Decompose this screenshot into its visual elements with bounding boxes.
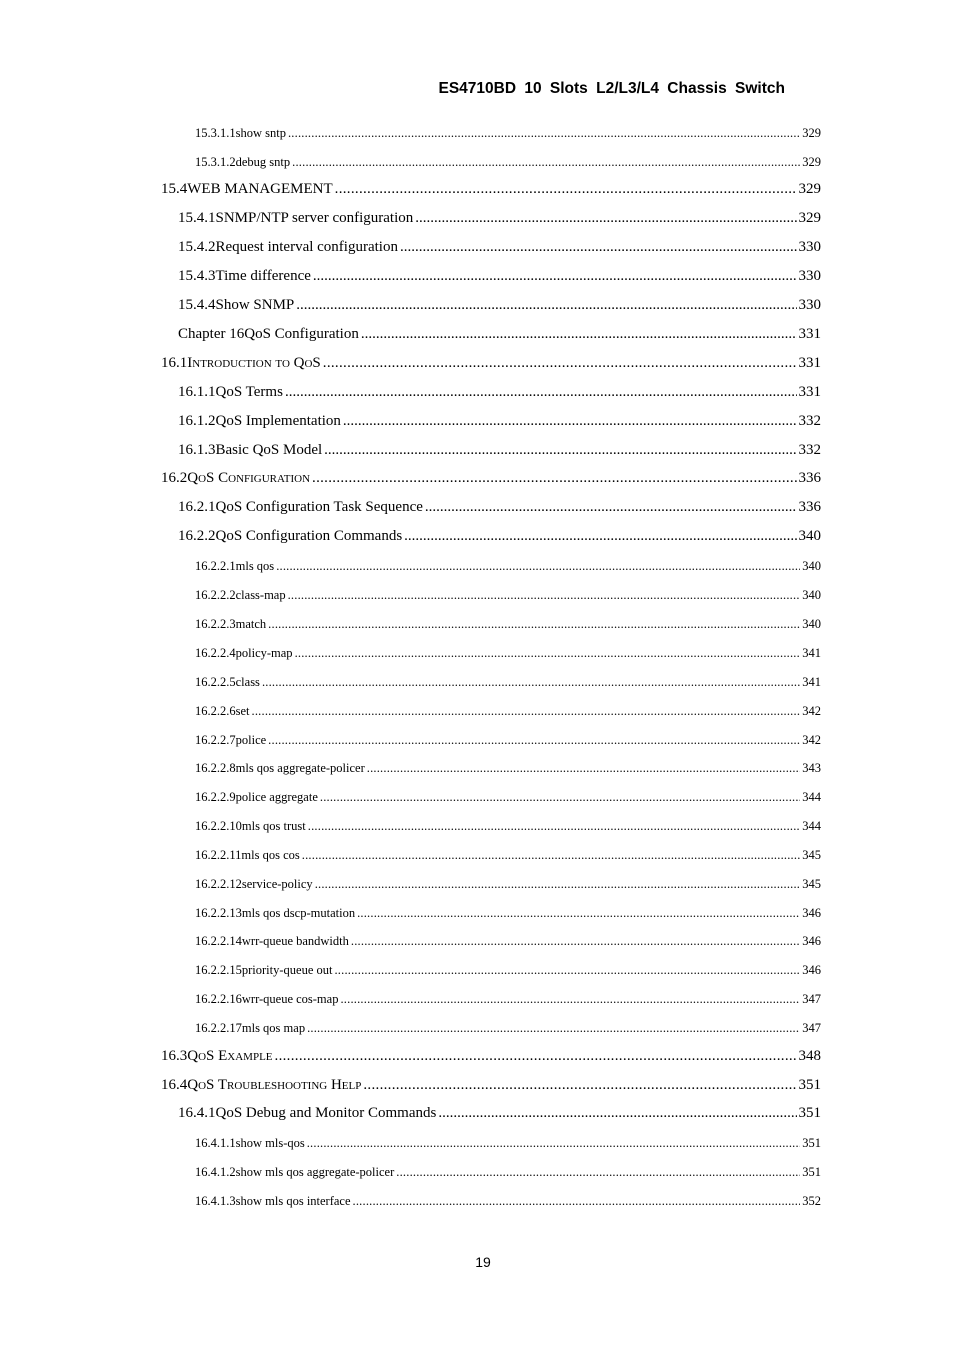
- toc-entry[interactable]: [178, 326, 821, 343]
- toc-entry[interactable]: [195, 704, 821, 719]
- toc-entry-page: 341: [802, 646, 821, 660]
- toc-entry-title: police: [235, 733, 267, 747]
- toc-entry-title: QoS Example: [187, 1048, 273, 1064]
- toc-entry-title: Show SNMP: [215, 297, 295, 313]
- toc-dot-leader: [335, 181, 797, 198]
- toc-entry-number: 16.2.2.7: [195, 733, 236, 747]
- toc-entry[interactable]: [161, 470, 821, 487]
- toc-dot-leader: [252, 704, 801, 719]
- toc-entry-number: 15.4: [161, 181, 188, 197]
- toc-entry[interactable]: [195, 761, 821, 776]
- toc-dot-leader: [404, 528, 796, 545]
- toc-dot-leader: [312, 470, 796, 487]
- toc-entry-title: wrr-queue cos-map: [241, 992, 339, 1006]
- toc-entry-page: 330: [798, 297, 821, 313]
- toc-entry-number: 16.2.2.17: [195, 1021, 242, 1035]
- toc-entry-number: 16.4.1.2: [195, 1165, 236, 1179]
- toc-entry[interactable]: [195, 646, 821, 661]
- toc-entry-number: 15.4.2: [178, 239, 216, 255]
- toc-entry-page: 336: [798, 499, 821, 515]
- toc-dot-leader: [308, 819, 800, 834]
- toc-entry-page: 330: [798, 239, 821, 255]
- toc-dot-leader: [438, 1105, 796, 1122]
- toc-entry-title: Request interval configuration: [215, 239, 398, 255]
- toc-entry-page: 329: [802, 126, 821, 140]
- toc-entry-number: 16.2.2.16: [195, 992, 242, 1006]
- toc-entry-page: 351: [798, 1077, 821, 1093]
- toc-dot-leader: [367, 761, 801, 776]
- toc-entry-number: 16.2.2.11: [195, 848, 242, 862]
- toc-entry-page: 346: [802, 906, 821, 920]
- toc-entry-title: priority-queue out: [241, 963, 333, 977]
- page-number: 19: [475, 1254, 491, 1270]
- toc-entry[interactable]: [178, 442, 821, 459]
- toc-entry[interactable]: [178, 528, 821, 545]
- toc-entry-number: 16.1.3: [178, 442, 216, 458]
- toc-dot-leader: [340, 992, 800, 1007]
- toc-entry-title: WEB MANAGEMENT: [187, 181, 333, 197]
- toc-entry-title: Introduction to QoS: [187, 355, 321, 371]
- toc-entry-title: class-map: [235, 588, 286, 602]
- toc-dot-leader: [363, 1077, 796, 1094]
- page-header-title: ES4710BD 10 Slots L2/L3/L4 Chassis Switch: [438, 80, 785, 97]
- toc-entry-number: 16.2.2.8: [195, 761, 236, 775]
- toc-entry-title: QoS Configuration: [244, 326, 359, 342]
- toc-entry-page: 342: [802, 733, 821, 747]
- toc-entry-title: wrr-queue bandwidth: [241, 934, 349, 948]
- toc-entry-number: 16.2.2.3: [195, 617, 236, 631]
- toc-entry-number: 16.1.1: [178, 384, 216, 400]
- toc-entry[interactable]: [195, 877, 821, 892]
- toc-entry-page: 336: [798, 470, 821, 486]
- toc-entry-title: debug sntp: [235, 155, 291, 169]
- toc-entry-title: QoS Configuration: [187, 470, 311, 486]
- toc-entry-number: 16.4: [161, 1077, 188, 1093]
- toc-entry[interactable]: [195, 992, 821, 1007]
- toc-entry[interactable]: [195, 1021, 821, 1036]
- toc-entry[interactable]: [195, 733, 821, 748]
- toc-entry-number: 16.2.2.1: [195, 559, 236, 573]
- toc-entry-title: service-policy: [241, 877, 313, 891]
- toc-entry-title: QoS Configuration Task Sequence: [215, 499, 423, 515]
- toc-dot-leader: [351, 934, 800, 949]
- toc-dot-leader: [295, 646, 801, 661]
- toc-entry[interactable]: [195, 963, 821, 978]
- toc-entry-title: SNMP/NTP server configuration: [215, 210, 414, 226]
- toc-dot-leader: [323, 355, 797, 372]
- toc-entry-title: show mls-qos: [235, 1136, 305, 1150]
- toc-dot-leader: [288, 126, 800, 141]
- toc-dot-leader: [361, 326, 797, 343]
- toc-entry-page: 351: [798, 1105, 821, 1121]
- toc-entry-title: QoS Configuration Commands: [215, 528, 403, 544]
- toc-entry-title: QoS Troubleshooting Help: [187, 1077, 362, 1093]
- toc-entry-number: 16.2: [161, 470, 188, 486]
- toc-entry-number: 16.4.1.3: [195, 1194, 236, 1208]
- toc-entry[interactable]: [178, 499, 821, 516]
- toc-entry-number: Chapter 16: [178, 326, 245, 342]
- toc-entry[interactable]: [195, 1194, 821, 1209]
- toc-entry-title: mls qos: [235, 559, 275, 573]
- toc-entry-title: Time difference: [215, 268, 311, 284]
- toc-entry-number: 16.2.2.4: [195, 646, 236, 660]
- toc-entry[interactable]: [161, 355, 821, 372]
- toc-entry-page: 340: [798, 528, 821, 544]
- toc-entry[interactable]: [178, 239, 821, 256]
- toc-dot-leader: [276, 559, 800, 574]
- toc-dot-leader: [400, 239, 797, 256]
- toc-entry[interactable]: [161, 1077, 821, 1094]
- toc-entry-title: mls qos aggregate-policer: [235, 761, 365, 775]
- toc-entry[interactable]: [195, 790, 821, 805]
- toc-entry-number: 16.3: [161, 1048, 188, 1064]
- toc-entry-page: 342: [802, 704, 821, 718]
- toc-entry[interactable]: [178, 297, 821, 314]
- toc-dot-leader: [357, 906, 800, 921]
- toc-entry-number: 16.1: [161, 355, 188, 371]
- toc-dot-leader: [343, 413, 797, 430]
- toc-dot-leader: [396, 1165, 800, 1180]
- toc-dot-leader: [307, 1021, 800, 1036]
- toc-dot-leader: [353, 1194, 801, 1209]
- toc-dot-leader: [425, 499, 797, 516]
- toc-entry-page: 346: [802, 934, 821, 948]
- toc-entry-page: 331: [798, 326, 821, 342]
- toc-entry[interactable]: [195, 617, 821, 632]
- toc-entry[interactable]: [195, 155, 821, 170]
- toc-entry-number: 16.2.2.13: [195, 906, 242, 920]
- toc-dot-leader: [288, 588, 801, 603]
- toc-entry-number: 15.4.4: [178, 297, 216, 313]
- toc-entry-page: 331: [798, 355, 821, 371]
- toc-entry-page: 352: [802, 1194, 821, 1208]
- toc-entry-number: 16.4.1: [178, 1105, 216, 1121]
- toc-entry-page: 340: [802, 588, 821, 602]
- toc-entry-number: 16.2.2.15: [195, 963, 242, 977]
- toc-entry-page: 346: [802, 963, 821, 977]
- toc-entry-number: 16.2.2.10: [195, 819, 242, 833]
- toc-dot-leader: [320, 790, 800, 805]
- toc-entry-title: QoS Implementation: [215, 413, 341, 429]
- toc-entry-title: show sntp: [235, 126, 286, 140]
- toc-entry-number: 16.2.2.14: [195, 934, 242, 948]
- toc-dot-leader: [296, 297, 796, 314]
- toc-entry-title: Basic QoS Model: [215, 442, 323, 458]
- toc-entry-title: police aggregate: [235, 790, 318, 804]
- toc-entry-title: mls qos dscp-mutation: [241, 906, 356, 920]
- toc-entry-page: 329: [802, 155, 821, 169]
- toc-entry-title: show mls qos aggregate-policer: [235, 1165, 395, 1179]
- toc-entry-number: 16.4.1.1: [195, 1136, 236, 1150]
- toc-entry-title: mls qos map: [241, 1021, 306, 1035]
- toc-entry-page: 351: [802, 1165, 821, 1179]
- toc-entry[interactable]: [195, 1136, 821, 1151]
- toc-entry-page: 329: [798, 181, 821, 197]
- toc-entry-page: 347: [802, 992, 821, 1006]
- toc-entry-page: 345: [802, 848, 821, 862]
- toc-entry-page: 344: [802, 790, 821, 804]
- toc-entry-page: 345: [802, 877, 821, 891]
- toc-dot-leader: [268, 617, 800, 632]
- toc-entry-page: 340: [802, 559, 821, 573]
- toc-entry-title: QoS Debug and Monitor Commands: [215, 1105, 437, 1121]
- toc-entry[interactable]: [178, 384, 821, 401]
- toc-entry[interactable]: [161, 181, 821, 198]
- toc-entry-number: 16.2.2.5: [195, 675, 236, 689]
- toc-entry-title: set: [235, 704, 250, 718]
- toc-entry-page: 344: [802, 819, 821, 833]
- toc-entry-number: 16.2.2: [178, 528, 216, 544]
- toc-dot-leader: [262, 675, 800, 690]
- toc-entry[interactable]: [195, 848, 821, 863]
- toc-entry[interactable]: [178, 413, 821, 430]
- toc-entry-number: 16.2.1: [178, 499, 216, 515]
- toc-entry-number: 15.3.1.2: [195, 155, 236, 169]
- toc-dot-leader: [268, 733, 800, 748]
- toc-dot-leader: [313, 268, 797, 285]
- toc-entry-page: 348: [798, 1048, 821, 1064]
- toc-entry-number: 15.4.1: [178, 210, 216, 226]
- toc-dot-leader: [307, 1136, 801, 1151]
- toc-entry-number: 15.4.3: [178, 268, 216, 284]
- toc-entry[interactable]: [178, 268, 821, 285]
- toc-dot-leader: [302, 848, 800, 863]
- toc-dot-leader: [415, 210, 796, 227]
- toc-entry-page: 340: [802, 617, 821, 631]
- toc-entry[interactable]: [195, 819, 821, 834]
- toc-entry-page: 330: [798, 268, 821, 284]
- toc-entry-page: 329: [798, 210, 821, 226]
- toc-dot-leader: [334, 963, 800, 978]
- toc-entry-number: 16.2.2.9: [195, 790, 236, 804]
- toc-entry-page: 331: [798, 384, 821, 400]
- toc-entry[interactable]: [161, 1048, 821, 1065]
- toc-entry-title: policy-map: [235, 646, 293, 660]
- toc-entry[interactable]: [195, 1165, 821, 1180]
- toc-entry[interactable]: [195, 588, 821, 603]
- toc-entry[interactable]: [178, 1105, 821, 1122]
- toc-entry-number: 16.2.2.6: [195, 704, 236, 718]
- toc-entry-page: 332: [798, 413, 821, 429]
- toc-entry-number: 16.1.2: [178, 413, 216, 429]
- toc-entry[interactable]: [195, 906, 821, 921]
- toc-entry-page: 332: [798, 442, 821, 458]
- toc-entry-title: class: [235, 675, 260, 689]
- toc-entry-title: show mls qos interface: [235, 1194, 351, 1208]
- toc-entry-title: QoS Terms: [215, 384, 283, 400]
- toc-entry-page: 351: [802, 1136, 821, 1150]
- toc-entry-page: 347: [802, 1021, 821, 1035]
- toc-dot-leader: [275, 1048, 797, 1065]
- toc-entry[interactable]: [195, 126, 821, 141]
- toc-entry-page: 341: [802, 675, 821, 689]
- toc-entry[interactable]: [195, 934, 821, 949]
- toc-entry-title: match: [235, 617, 267, 631]
- toc-entry[interactable]: [195, 675, 821, 690]
- toc-entry-title: mls qos trust: [241, 819, 306, 833]
- toc-dot-leader: [285, 384, 797, 401]
- toc-entry[interactable]: [178, 210, 821, 227]
- toc-dot-leader: [315, 877, 801, 892]
- toc-entry[interactable]: [195, 559, 821, 574]
- toc-entry-number: 16.2.2.2: [195, 588, 236, 602]
- toc-dot-leader: [292, 155, 800, 170]
- toc-dot-leader: [324, 442, 796, 459]
- toc-entry-number: 16.2.2.12: [195, 877, 242, 891]
- toc-entry-number: 15.3.1.1: [195, 126, 236, 140]
- toc-entry-page: 343: [802, 761, 821, 775]
- toc-entry-title: mls qos cos: [241, 848, 300, 862]
